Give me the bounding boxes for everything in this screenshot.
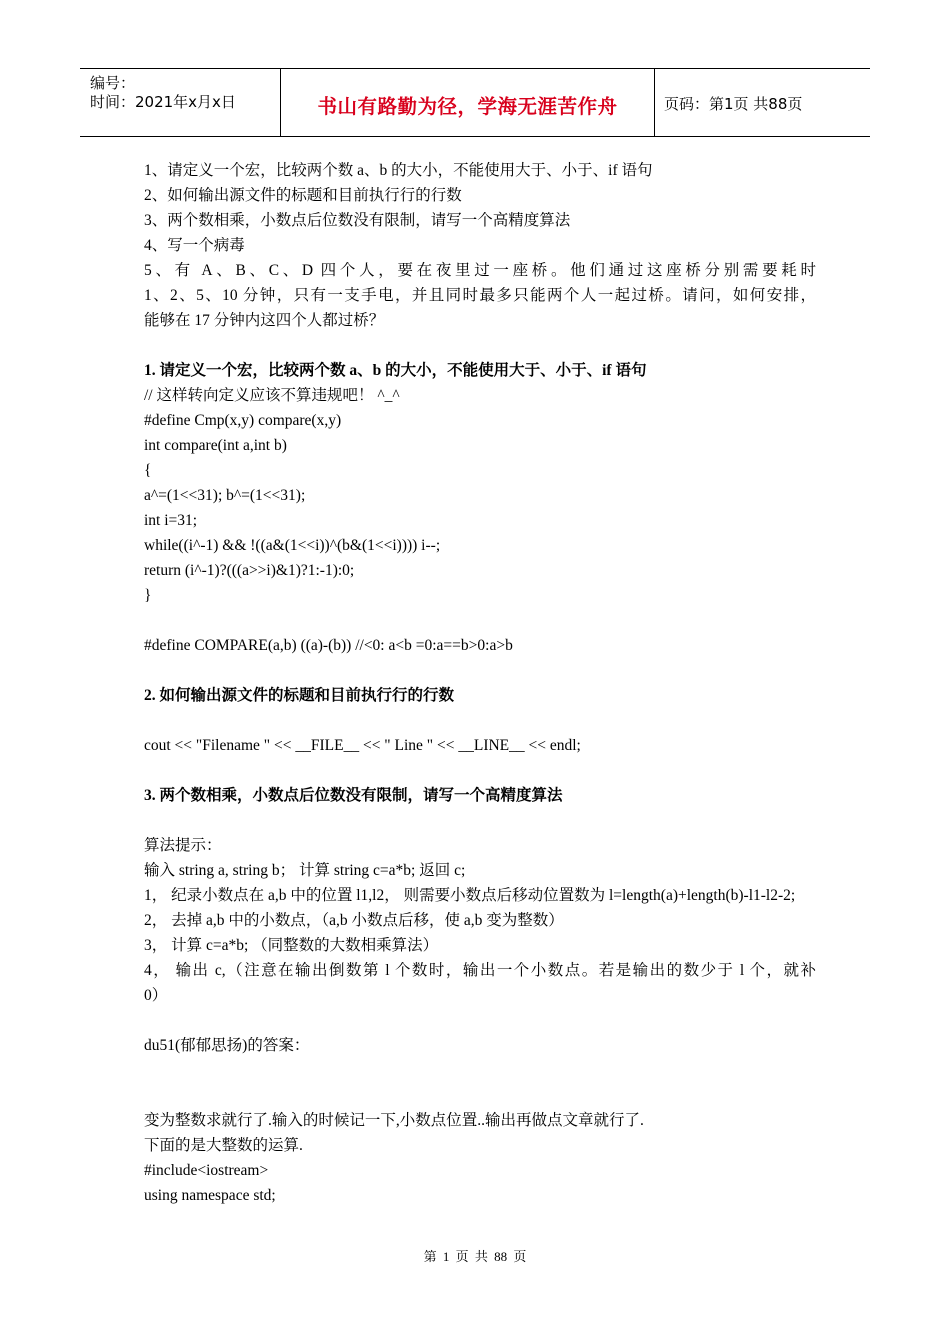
text-line: cout << "Filename " << __FILE__ << " Line " << __LINE__ << endl; <box>144 737 581 754</box>
text-line: du51(郁郁思扬)的答案： <box>144 1037 310 1054</box>
header-motto-cell <box>280 69 655 136</box>
section-heading: 1. 请定义一个宏，比较两个数 a、b 的大小，不能使用大于、小于、if 语句 <box>144 362 647 379</box>
document-body <box>144 158 816 1208</box>
text-line: 4， 输出 c,（注意在输出倒数第 l 个数时，输出一个小数点。若是输出的数少于 l 个，就补 <box>144 962 816 979</box>
header-page-cell <box>654 69 870 136</box>
text-line: 算法提示： <box>144 837 222 854</box>
text-line: 1、请定义一个宏，比较两个数 a、b 的大小，不能使用大于、小于、if 语句 <box>144 162 653 179</box>
text-line: 下面的是大整数的运算. <box>144 1137 303 1154</box>
motto: 书山有路勤为径，学海无涯苦作舟 <box>317 95 618 118</box>
text-line <box>144 1083 816 1108</box>
text-line <box>144 1058 816 1083</box>
page-footer: 第 1 页 共 88 页 <box>423 1249 527 1264</box>
text-line: #define COMPARE(a,b) ((a)-(b)) //<0: a<b =0:a==b>0:a>b <box>144 637 513 654</box>
text-line: 4、写一个病毒 <box>144 237 245 254</box>
section-heading: 3. 两个数相乘，小数点后位数没有限制，请写一个高精度算法 <box>144 787 563 804</box>
text-line: 2， 去掉 a,b 中的小数点，（a,b 小数点后移，使 a,b 变为整数） <box>144 912 564 929</box>
text-line: { <box>144 462 152 479</box>
text-line: #define Cmp(x,y) compare(x,y) <box>144 412 342 429</box>
text-line: a^=(1<<31); b^=(1<<31); <box>144 487 306 504</box>
text-line <box>144 708 816 733</box>
text-line: while((i^-1) && !((a&(1<<i))^(b&(1<<i)))) i--; <box>144 537 441 554</box>
text-line: 0） <box>144 987 168 1004</box>
time-label: 时间：2021年x月x日 <box>90 93 236 111</box>
text-line: 3， 计算 c=a*b; （同整数的大数相乘算法） <box>144 937 439 954</box>
page-info: 页码：第1页 共88页 <box>664 95 803 113</box>
document-header <box>80 68 870 137</box>
text-line <box>144 758 816 783</box>
text-line <box>144 658 816 683</box>
text-line: 1、2、5、10 分钟，只有一支手电，并且同时最多只能两个人一起过桥。请问，如何安排， <box>144 287 816 304</box>
text-line: #include<iostream> <box>144 1162 269 1179</box>
text-line: using namespace std; <box>144 1187 276 1204</box>
text-line: int compare(int a,int b) <box>144 437 287 454</box>
text-line: return (i^-1)?(((a>>i)&1)?1:-1):0; <box>144 562 355 579</box>
text-line: // 这样转向定义应该不算违规吧！ ^_^ <box>144 387 400 404</box>
number-label: 编号： <box>90 74 136 92</box>
header-meta-cell <box>80 69 280 136</box>
text-line: 5、有 A、B、C、D 四个人，要在夜里过一座桥。他们通过这座桥分别需要耗时 <box>144 262 816 279</box>
text-line: 输入 string a, string b； 计算 string c=a*b; 返回 c; <box>144 862 466 879</box>
text-line: 能够在 17 分钟内这四个人都过桥？ <box>144 312 385 329</box>
text-line <box>144 808 816 833</box>
text-line <box>144 333 816 358</box>
text-line: } <box>144 587 152 604</box>
text-line: int i=31; <box>144 512 198 529</box>
text-line: 2、如何输出源文件的标题和目前执行行的行数 <box>144 187 462 204</box>
section-heading: 2. 如何输出源文件的标题和目前执行行的行数 <box>144 687 455 704</box>
text-line: 变为整数求就行了.输入的时候记一下,小数点位置..输出再做点文章就行了. <box>144 1112 644 1129</box>
text-line: 1， 纪录小数点在 a,b 中的位置 l1,l2， 则需要小数点后移动位置数为 l=length(a)+length(b)-l1-l2-2; <box>144 887 796 904</box>
text-line: 3、两个数相乘，小数点后位数没有限制，请写一个高精度算法 <box>144 212 571 229</box>
text-line <box>144 608 816 633</box>
text-line <box>144 1008 816 1033</box>
